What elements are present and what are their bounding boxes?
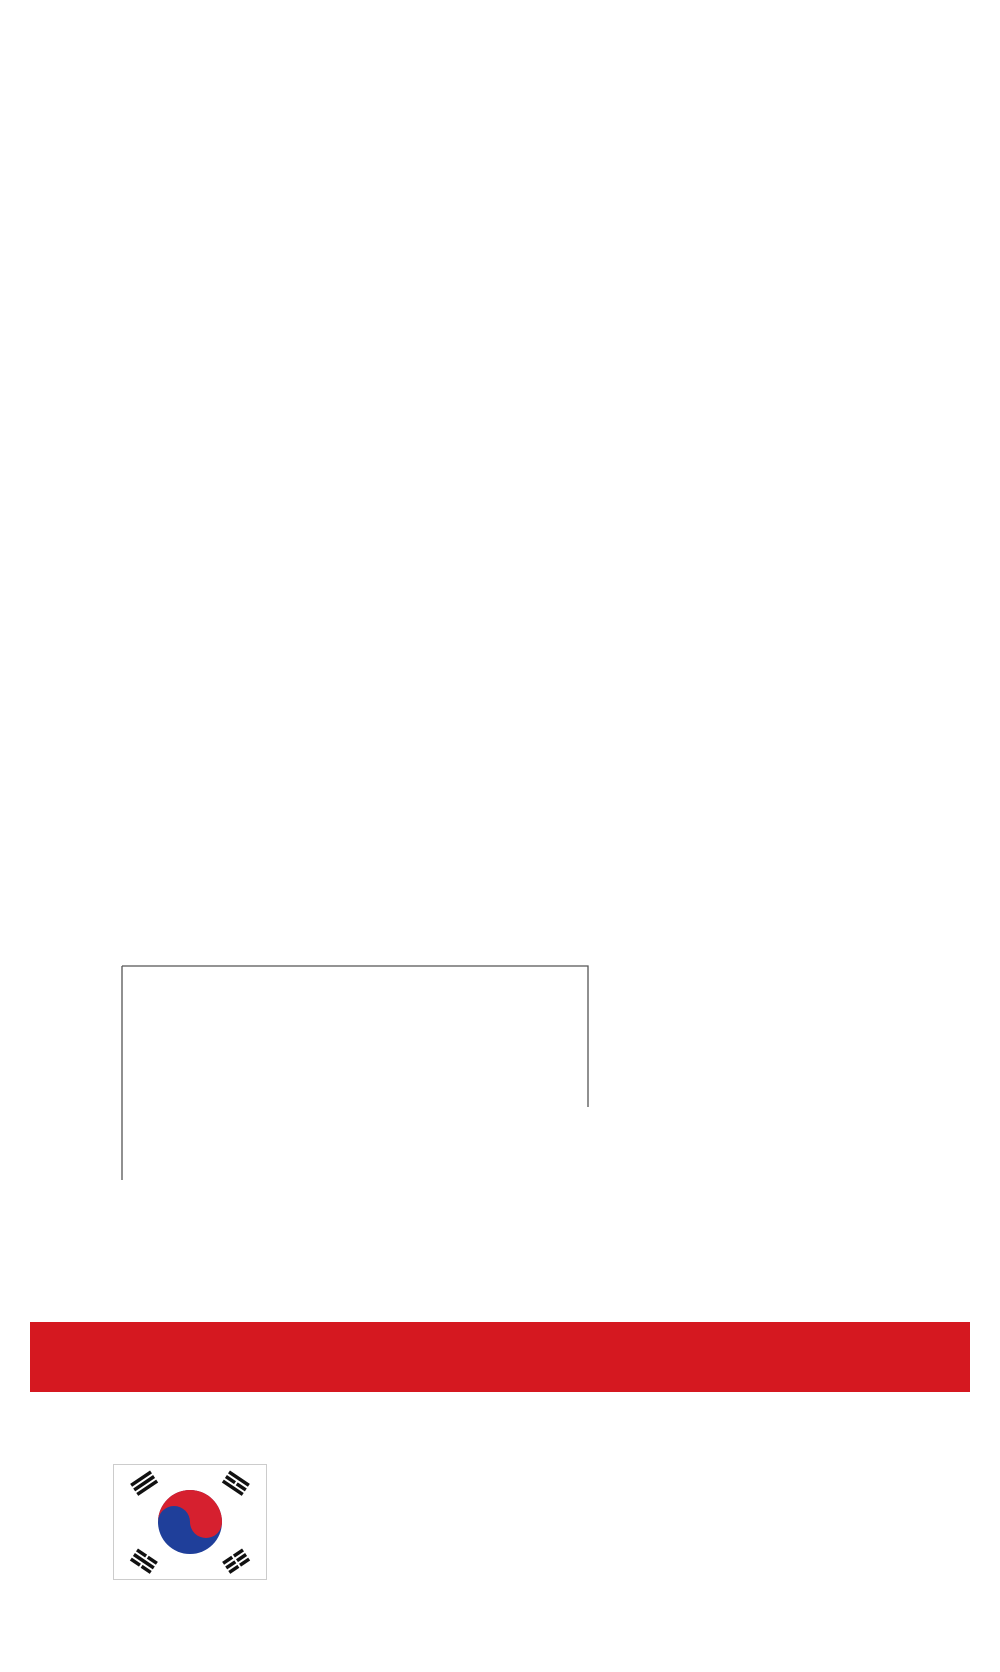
border-puzzle-illustration xyxy=(118,962,598,1242)
korean-flag-logo xyxy=(113,1464,267,1580)
step1-pieces-illustration xyxy=(0,475,1000,565)
step4-block xyxy=(610,996,950,1002)
red-banner xyxy=(30,1322,970,1392)
taegukgi-icon xyxy=(114,1465,266,1579)
step2-pieces-illustration xyxy=(0,678,1000,770)
